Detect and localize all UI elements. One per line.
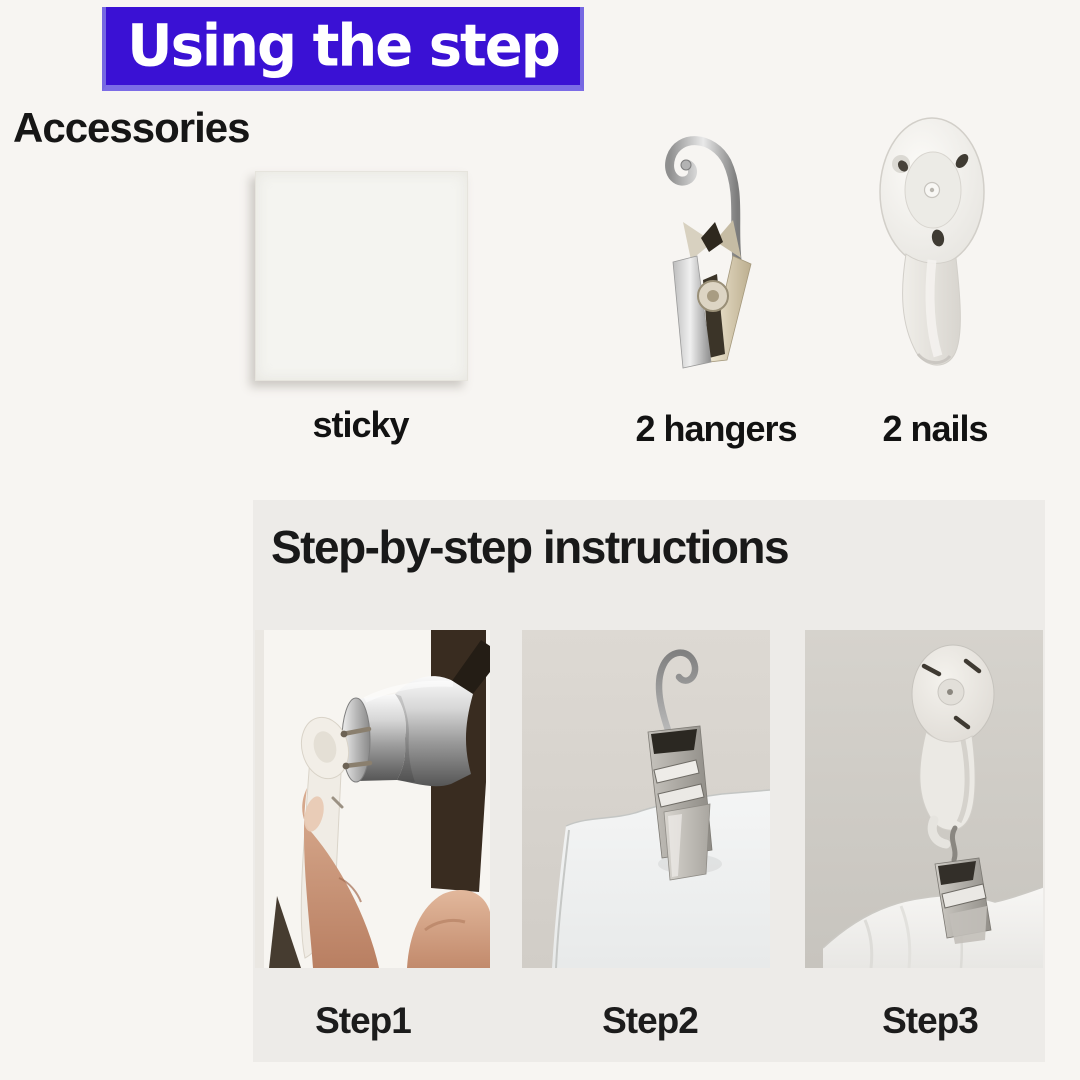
instructions-panel xyxy=(253,500,1045,1062)
title-banner xyxy=(102,7,584,91)
banner-title: Using the step xyxy=(127,12,559,80)
sticky-pad-icon xyxy=(255,171,468,381)
step2-label: Step2 xyxy=(602,1000,698,1041)
hanger-clip-icon xyxy=(645,110,785,372)
accessory-label-sticky: sticky xyxy=(312,404,409,445)
step3-photo-clip-hanging-on-hook xyxy=(805,630,1043,968)
step1-photo-hammer-nailing-hook xyxy=(255,630,490,968)
accessory-label-hangers: 2 hangers xyxy=(635,408,797,449)
instructions-title: Step-by-step instructions xyxy=(271,521,789,573)
step2-photo-clip-holding-sheet xyxy=(522,630,770,968)
step1-label: Step1 xyxy=(315,1000,411,1041)
accessory-label-nails: 2 nails xyxy=(882,408,988,449)
wall-hook-icon xyxy=(874,104,999,384)
step3-label: Step3 xyxy=(882,1000,978,1041)
accessories-title: Accessories xyxy=(13,104,250,151)
